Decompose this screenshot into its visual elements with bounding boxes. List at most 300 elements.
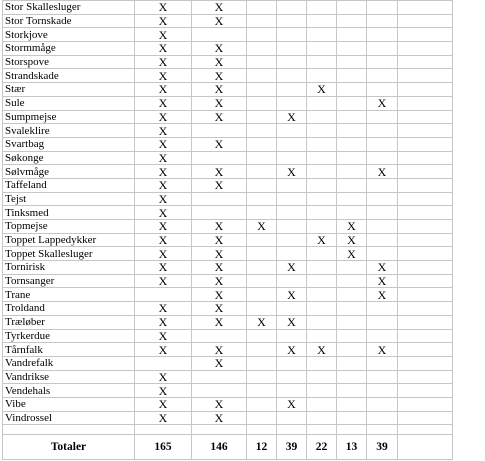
species-name-cell: Tornirisk (3, 261, 135, 275)
mark-cell (337, 288, 367, 302)
mark-cell (247, 124, 277, 138)
mark-cell: X (135, 233, 192, 247)
mark-cell (247, 329, 277, 343)
mark-cell (247, 302, 277, 316)
mark-cell (367, 151, 398, 165)
mark-cell (307, 411, 337, 425)
mark-cell (277, 28, 307, 42)
mark-cell: X (367, 96, 398, 110)
mark-cell (367, 384, 398, 398)
mark-cell (247, 206, 277, 220)
mark-cell: X (135, 370, 192, 384)
mark-cell: X (247, 220, 277, 234)
mark-cell: X (367, 165, 398, 179)
mark-cell: X (277, 110, 307, 124)
mark-cell (398, 110, 453, 124)
mark-cell (398, 28, 453, 42)
mark-cell (398, 370, 453, 384)
mark-cell: X (192, 220, 247, 234)
mark-cell: X (337, 233, 367, 247)
mark-cell: X (367, 274, 398, 288)
species-name-cell: Vendehals (3, 384, 135, 398)
mark-cell (367, 302, 398, 316)
mark-cell (337, 178, 367, 192)
mark-cell (247, 343, 277, 357)
mark-cell (277, 233, 307, 247)
mark-cell (367, 83, 398, 97)
mark-cell (307, 192, 337, 206)
mark-cell: X (135, 110, 192, 124)
mark-cell: X (192, 83, 247, 97)
mark-cell (277, 220, 307, 234)
mark-cell: X (277, 288, 307, 302)
mark-cell: X (135, 397, 192, 411)
species-name-cell: Trane (3, 288, 135, 302)
species-name-cell: Toppet Lappedykker (3, 233, 135, 247)
mark-cell (307, 178, 337, 192)
mark-cell (247, 356, 277, 370)
table-row (3, 261, 453, 275)
mark-cell (367, 178, 398, 192)
mark-cell (398, 247, 453, 261)
mark-cell: X (277, 315, 307, 329)
mark-cell (277, 192, 307, 206)
mark-cell (277, 55, 307, 69)
mark-cell (367, 370, 398, 384)
mark-cell (247, 384, 277, 398)
mark-cell (247, 42, 277, 56)
table-row (3, 28, 453, 42)
mark-cell (307, 247, 337, 261)
mark-cell (247, 233, 277, 247)
mark-cell (247, 1, 277, 15)
mark-cell (247, 55, 277, 69)
mark-cell: X (135, 343, 192, 357)
mark-cell: X (192, 14, 247, 28)
mark-cell (192, 151, 247, 165)
mark-cell (247, 274, 277, 288)
mark-cell (337, 192, 367, 206)
species-table-body (3, 1, 453, 460)
mark-cell (277, 151, 307, 165)
mark-cell (337, 343, 367, 357)
table-row (3, 233, 453, 247)
mark-cell: X (192, 302, 247, 316)
mark-cell: X (135, 165, 192, 179)
mark-cell: X (135, 302, 192, 316)
mark-cell (367, 206, 398, 220)
mark-cell: X (135, 137, 192, 151)
empty-cell (337, 425, 367, 435)
mark-cell (247, 411, 277, 425)
mark-cell (367, 69, 398, 83)
mark-cell: X (367, 261, 398, 275)
mark-cell (307, 137, 337, 151)
table-row (3, 178, 453, 192)
table-row (3, 192, 453, 206)
mark-cell: X (135, 192, 192, 206)
species-name-cell: Vandrefalk (3, 356, 135, 370)
species-name-cell: Topmejse (3, 220, 135, 234)
mark-cell: X (135, 124, 192, 138)
empty-cell (3, 425, 135, 435)
mark-cell (337, 96, 367, 110)
mark-cell (398, 206, 453, 220)
total-value-cell: 13 (337, 435, 367, 460)
mark-cell (307, 356, 337, 370)
table-row (3, 96, 453, 110)
table-row (3, 1, 453, 15)
mark-cell: X (192, 397, 247, 411)
species-name-cell: Vibe (3, 397, 135, 411)
mark-cell (247, 14, 277, 28)
table-row (3, 329, 453, 343)
mark-cell (307, 1, 337, 15)
mark-cell (337, 261, 367, 275)
table-row (3, 42, 453, 56)
mark-cell (398, 329, 453, 343)
mark-cell (277, 302, 307, 316)
mark-cell (337, 28, 367, 42)
mark-cell (367, 247, 398, 261)
mark-cell (307, 329, 337, 343)
mark-cell (398, 42, 453, 56)
mark-cell (398, 220, 453, 234)
mark-cell (247, 96, 277, 110)
species-name-cell: Sølvmåge (3, 165, 135, 179)
mark-cell (398, 69, 453, 83)
species-name-cell: Tårnfalk (3, 343, 135, 357)
species-name-cell: Troldand (3, 302, 135, 316)
species-name-cell: Storspove (3, 55, 135, 69)
mark-cell (307, 302, 337, 316)
mark-cell (277, 384, 307, 398)
mark-cell: X (192, 69, 247, 83)
total-value-cell: 39 (277, 435, 307, 460)
mark-cell (367, 1, 398, 15)
mark-cell: X (192, 288, 247, 302)
total-value-cell: 39 (367, 435, 398, 460)
mark-cell (307, 288, 337, 302)
table-row (3, 370, 453, 384)
mark-cell: X (277, 261, 307, 275)
table-row (3, 384, 453, 398)
species-name-cell: Træløber (3, 315, 135, 329)
table-row (3, 274, 453, 288)
mark-cell (277, 356, 307, 370)
table-row (3, 220, 453, 234)
empty-cell (192, 425, 247, 435)
mark-cell (307, 69, 337, 83)
mark-cell (307, 96, 337, 110)
species-name-cell: Taffeland (3, 178, 135, 192)
species-name-cell: Toppet Skallesluger (3, 247, 135, 261)
species-table (2, 0, 453, 460)
mark-cell (337, 83, 367, 97)
total-value-cell: 22 (307, 435, 337, 460)
mark-cell: X (277, 165, 307, 179)
mark-cell (307, 206, 337, 220)
mark-cell (135, 356, 192, 370)
mark-cell: X (135, 55, 192, 69)
mark-cell (247, 83, 277, 97)
mark-cell (337, 14, 367, 28)
mark-cell (398, 343, 453, 357)
mark-cell (337, 165, 367, 179)
mark-cell (367, 411, 398, 425)
table-row (3, 124, 453, 138)
mark-cell: X (192, 137, 247, 151)
mark-cell: X (192, 165, 247, 179)
mark-cell (337, 137, 367, 151)
mark-cell (192, 192, 247, 206)
mark-cell (192, 329, 247, 343)
mark-cell (337, 110, 367, 124)
mark-cell (367, 137, 398, 151)
mark-cell: X (247, 315, 277, 329)
empty-cell (135, 425, 192, 435)
mark-cell (398, 261, 453, 275)
mark-cell (398, 124, 453, 138)
mark-cell (337, 151, 367, 165)
mark-cell (247, 137, 277, 151)
mark-cell: X (337, 247, 367, 261)
mark-cell: X (135, 315, 192, 329)
mark-cell (398, 1, 453, 15)
mark-cell (247, 151, 277, 165)
total-value-cell: 12 (247, 435, 277, 460)
mark-cell (398, 83, 453, 97)
mark-cell (307, 124, 337, 138)
mark-cell: X (307, 233, 337, 247)
mark-cell: X (135, 42, 192, 56)
mark-cell (367, 124, 398, 138)
mark-cell (277, 247, 307, 261)
species-name-cell: Stormmåge (3, 42, 135, 56)
mark-cell (398, 274, 453, 288)
mark-cell (367, 315, 398, 329)
mark-cell (367, 220, 398, 234)
mark-cell (398, 137, 453, 151)
mark-cell: X (192, 343, 247, 357)
mark-cell: X (337, 220, 367, 234)
mark-cell (307, 274, 337, 288)
mark-cell (277, 137, 307, 151)
mark-cell: X (277, 343, 307, 357)
mark-cell: X (135, 83, 192, 97)
table-row (3, 14, 453, 28)
mark-cell (277, 329, 307, 343)
species-name-cell: Sumpmejse (3, 110, 135, 124)
mark-cell (247, 397, 277, 411)
mark-cell (398, 55, 453, 69)
mark-cell (367, 397, 398, 411)
mark-cell (277, 206, 307, 220)
mark-cell (398, 192, 453, 206)
mark-cell: X (135, 1, 192, 15)
mark-cell (277, 274, 307, 288)
mark-cell (192, 206, 247, 220)
species-name-cell: Tejst (3, 192, 135, 206)
mark-cell (307, 151, 337, 165)
mark-cell (247, 165, 277, 179)
mark-cell (398, 14, 453, 28)
empty-cell (247, 425, 277, 435)
mark-cell (337, 329, 367, 343)
mark-cell: X (192, 233, 247, 247)
table-row (3, 110, 453, 124)
mark-cell: X (277, 397, 307, 411)
mark-cell (337, 356, 367, 370)
mark-cell (277, 124, 307, 138)
table-row (3, 83, 453, 97)
mark-cell (367, 55, 398, 69)
table-row (3, 69, 453, 83)
table-row (3, 302, 453, 316)
mark-cell: X (135, 411, 192, 425)
mark-cell (367, 42, 398, 56)
mark-cell (307, 384, 337, 398)
table-row (3, 137, 453, 151)
table-row (3, 343, 453, 357)
mark-cell (277, 1, 307, 15)
mark-cell (307, 110, 337, 124)
table-row (3, 397, 453, 411)
mark-cell (337, 397, 367, 411)
mark-cell (192, 28, 247, 42)
table-row (3, 55, 453, 69)
table-row (3, 356, 453, 370)
species-name-cell: Tornsanger (3, 274, 135, 288)
empty-cell (367, 425, 398, 435)
mark-cell (192, 384, 247, 398)
mark-cell (247, 110, 277, 124)
mark-cell: X (135, 206, 192, 220)
mark-cell (367, 233, 398, 247)
mark-cell (247, 28, 277, 42)
mark-cell: X (135, 220, 192, 234)
mark-cell (247, 69, 277, 83)
species-name-cell: Vindrossel (3, 411, 135, 425)
empty-cell (277, 425, 307, 435)
species-name-cell: Storkjove (3, 28, 135, 42)
empty-cell (307, 425, 337, 435)
species-name-cell: Stær (3, 83, 135, 97)
mark-cell (277, 14, 307, 28)
mark-cell (337, 206, 367, 220)
spacer-row (3, 425, 453, 435)
mark-cell (367, 14, 398, 28)
mark-cell (307, 28, 337, 42)
mark-cell (277, 411, 307, 425)
mark-cell (398, 356, 453, 370)
mark-cell: X (135, 69, 192, 83)
mark-cell: X (135, 384, 192, 398)
mark-cell (247, 192, 277, 206)
mark-cell (398, 411, 453, 425)
mark-cell: X (135, 329, 192, 343)
mark-cell (367, 192, 398, 206)
species-name-cell: Svaleklire (3, 124, 135, 138)
mark-cell (247, 247, 277, 261)
total-value-cell: 165 (135, 435, 192, 460)
mark-cell: X (192, 110, 247, 124)
mark-cell (307, 397, 337, 411)
mark-cell (307, 14, 337, 28)
species-name-cell: Vandrikse (3, 370, 135, 384)
mark-cell (398, 397, 453, 411)
mark-cell (277, 178, 307, 192)
mark-cell (247, 370, 277, 384)
mark-cell: X (192, 178, 247, 192)
mark-cell: X (307, 343, 337, 357)
mark-cell: X (192, 42, 247, 56)
mark-cell (307, 261, 337, 275)
mark-cell: X (135, 274, 192, 288)
mark-cell (277, 83, 307, 97)
mark-cell (277, 69, 307, 83)
mark-cell (337, 315, 367, 329)
mark-cell (367, 110, 398, 124)
mark-cell (398, 233, 453, 247)
mark-cell: X (192, 261, 247, 275)
mark-cell (277, 370, 307, 384)
mark-cell: X (192, 1, 247, 15)
mark-cell (307, 55, 337, 69)
mark-cell (337, 69, 367, 83)
mark-cell: X (192, 315, 247, 329)
mark-cell (307, 220, 337, 234)
species-name-cell: Sule (3, 96, 135, 110)
mark-cell (337, 55, 367, 69)
mark-cell (398, 384, 453, 398)
mark-cell (337, 370, 367, 384)
mark-cell: X (367, 343, 398, 357)
table-row (3, 151, 453, 165)
mark-cell (247, 178, 277, 192)
mark-cell (398, 302, 453, 316)
mark-cell (398, 288, 453, 302)
mark-cell: X (192, 356, 247, 370)
mark-cell (307, 370, 337, 384)
species-name-cell: Tinksmed (3, 206, 135, 220)
mark-cell: X (135, 14, 192, 28)
mark-cell: X (367, 288, 398, 302)
mark-cell (307, 165, 337, 179)
mark-cell: X (307, 83, 337, 97)
mark-cell (277, 42, 307, 56)
mark-cell (135, 288, 192, 302)
mark-cell (307, 42, 337, 56)
mark-cell (337, 124, 367, 138)
mark-cell (337, 302, 367, 316)
mark-cell (398, 178, 453, 192)
mark-cell (398, 165, 453, 179)
mark-cell (367, 329, 398, 343)
mark-cell (398, 151, 453, 165)
mark-cell (277, 96, 307, 110)
empty-cell (398, 425, 453, 435)
mark-cell: X (192, 274, 247, 288)
totals-label: Totaler (3, 435, 135, 460)
mark-cell: X (192, 411, 247, 425)
mark-cell (337, 42, 367, 56)
mark-cell: X (192, 96, 247, 110)
mark-cell: X (135, 96, 192, 110)
species-name-cell: Stor Tornskade (3, 14, 135, 28)
mark-cell: X (135, 247, 192, 261)
species-name-cell: Strandskade (3, 69, 135, 83)
